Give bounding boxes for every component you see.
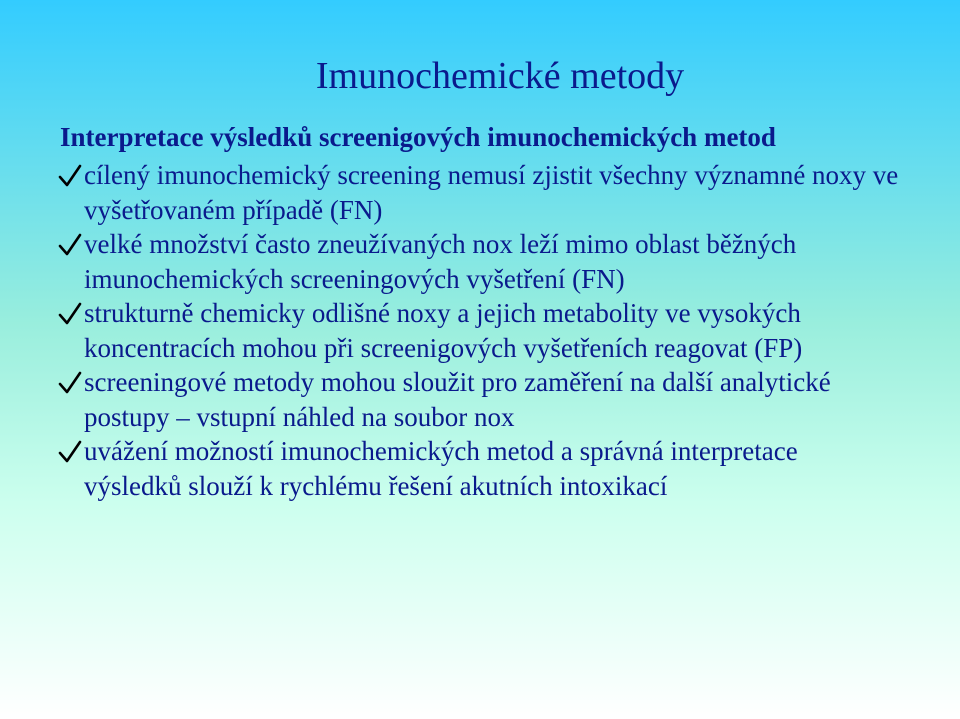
bullet-text: velké množství často zneužívaných nox leží mimo oblast běžných imunochemických screeningových vyšetření (FN) <box>84 229 797 294</box>
bullet-text: uvážení možností imunochemických metod a správná interpretace výsledků slouží k rychlému řešení akutních intoxikací <box>84 436 798 501</box>
slide-content <box>60 118 900 503</box>
bullet-item <box>60 296 900 365</box>
bullet-item <box>60 434 900 503</box>
bullet-text: cílený imunochemický screening nemusí zjistit všechny významné noxy ve vyšetřovaném případě (FN) <box>84 160 899 225</box>
bullet-text: strukturně chemicky odlišné noxy a jejich metabolity ve vysokých koncentracích mohou při screenigových vyšetřeních reagovat (FP) <box>84 298 803 363</box>
check-mark-icon <box>58 158 82 192</box>
check-mark-icon <box>58 365 82 399</box>
slide-subtitle: Interpretace výsledků screenigových imunochemických metod <box>60 122 776 152</box>
bullet-item <box>60 365 900 434</box>
check-mark-icon <box>58 296 82 330</box>
bullet-list <box>60 158 900 503</box>
slide-title: Imunochemické metody <box>315 55 685 97</box>
check-mark-icon <box>58 227 82 261</box>
bullet-text: screeningové metody mohou sloužit pro zaměření na další analytické postupy – vstupní náhled na soubor nox <box>84 367 831 432</box>
bullet-item <box>60 227 900 296</box>
check-mark-icon <box>58 434 82 468</box>
bullet-item <box>60 158 900 227</box>
